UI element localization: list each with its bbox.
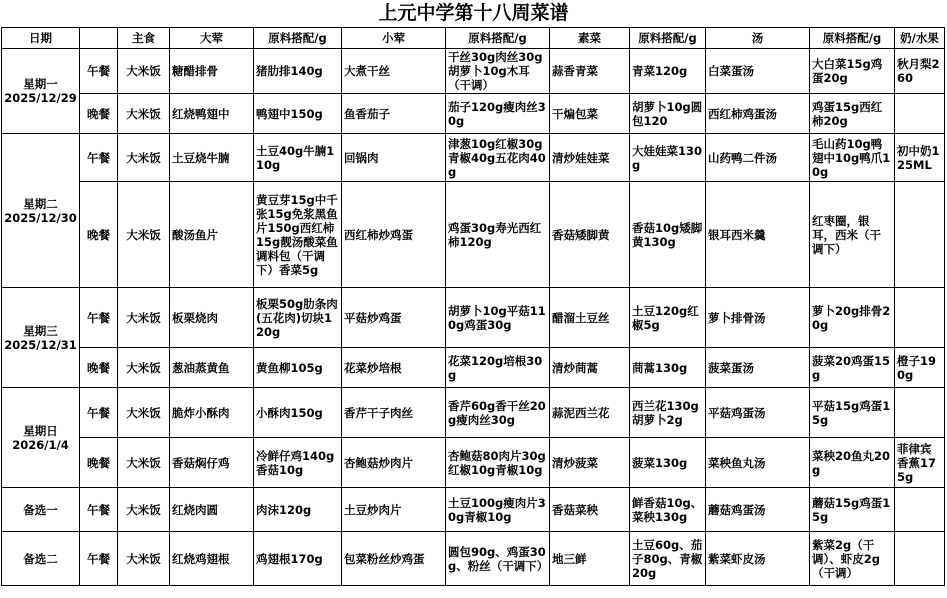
big-meat-ingredients-cell: 鸭翅中150g [254, 94, 342, 134]
soup-cell: 银耳西米羹 [706, 182, 810, 288]
day-cell [2, 49, 80, 134]
small-meat-cell: 包菜粉丝炒鸡蛋 [342, 532, 446, 586]
day-date: 2025/12/29 [4, 91, 77, 105]
soup-ingredients-cell: 红枣圈，银耳，西米（干调下） [810, 182, 895, 288]
soup-ingredients-cell: 平菇15g鸡蛋15g [810, 388, 895, 438]
small-meat-cell: 西红柿炒鸡蛋 [342, 182, 446, 288]
vegetable-ingredients-cell: 茼蒿130g [630, 348, 706, 388]
meal-cell: 晚餐 [80, 438, 118, 488]
small-meat-ingredients-cell: 杏鲍菇80肉片30g红椒10g青椒10g [446, 438, 550, 488]
staple-cell: 大米饭 [118, 438, 170, 488]
big-meat-ingredients-cell: 鸡翅根170g [254, 532, 342, 586]
big-meat-ingredients-cell: 肉沫120g [254, 488, 342, 532]
meal-cell: 午餐 [80, 134, 118, 182]
soup-ingredients-cell: 毛山药10g鸭翅中10g鸭爪10g [810, 134, 895, 182]
header-soup-ingredients: 原料搭配/g [810, 28, 895, 49]
meal-cell: 午餐 [80, 388, 118, 438]
staple-cell: 大米饭 [118, 388, 170, 438]
soup-cell: 紫菜虾皮汤 [706, 532, 810, 586]
small-meat-ingredients-cell: 花菜120g培根30g [446, 348, 550, 388]
vegetable-ingredients-cell: 西兰花130g胡萝卜2g [630, 388, 706, 438]
header-meal [80, 28, 118, 49]
header-row [2, 28, 945, 49]
small-meat-cell: 杏鲍菇炒肉片 [342, 438, 446, 488]
big-meat-ingredients-cell: 黄鱼柳105g [254, 348, 342, 388]
staple-cell: 大米饭 [118, 288, 170, 348]
staple-cell: 大米饭 [118, 134, 170, 182]
vegetable-ingredients-cell: 大娃娃菜130g [630, 134, 706, 182]
big-meat-ingredients-cell: 冷鲜仔鸡140g香菇10g [254, 438, 342, 488]
day-cell [2, 388, 80, 488]
vegetable-ingredients-cell: 菠菜130g [630, 438, 706, 488]
big-meat-cell: 酸汤鱼片 [170, 182, 254, 288]
vegetable-cell: 香菇菜秧 [550, 488, 630, 532]
vegetable-ingredients-cell: 胡萝卜10g圆包120 [630, 94, 706, 134]
table-row [2, 49, 945, 94]
big-meat-cell: 红烧肉圆 [170, 488, 254, 532]
milk-fruit-cell [895, 388, 945, 438]
table-row [2, 532, 945, 586]
milk-fruit-cell: 秋月梨260 [895, 49, 945, 94]
day-date: 2026/1/4 [12, 437, 69, 452]
soup-cell: 菠菜蛋汤 [706, 348, 810, 388]
header-vegetable-ingredients: 原料搭配/g [630, 28, 706, 49]
day-cell [2, 288, 80, 388]
big-meat-cell: 糖醋排骨 [170, 49, 254, 94]
header-soup: 汤 [706, 28, 810, 49]
big-meat-cell: 葱油蒸黄鱼 [170, 348, 254, 388]
header-small-meat: 小荤 [342, 28, 446, 49]
big-meat-ingredients-cell: 板栗50g肋条肉(五花肉)切块120g [254, 288, 342, 348]
soup-ingredients-cell: 大白菜15g鸡蛋20g [810, 49, 895, 94]
vegetable-cell: 醋溜土豆丝 [550, 288, 630, 348]
header-date: 日期 [2, 28, 80, 49]
vegetable-cell: 清炒娃娃菜 [550, 134, 630, 182]
small-meat-ingredients-cell: 鸡蛋30g寿光西红柿120g [446, 182, 550, 288]
soup-cell: 平菇鸡蛋汤 [706, 388, 810, 438]
small-meat-ingredients-cell: 土豆100g瘦肉片30g青椒10g [446, 488, 550, 532]
vegetable-cell: 清炒茼蒿 [550, 348, 630, 388]
big-meat-ingredients-cell: 黄豆芽15g中千张15g免浆黑鱼片150g西红柿15g靓汤酸菜鱼调料包（干调下）香菜5g [254, 182, 342, 288]
big-meat-ingredients-cell: 土豆40g牛腩110g [254, 134, 342, 182]
small-meat-cell: 回锅肉 [342, 134, 446, 182]
day-label: 星期三 [23, 323, 58, 338]
meal-cell: 午餐 [80, 288, 118, 348]
meal-cell: 午餐 [80, 532, 118, 586]
day-date: 2025/12/30 [4, 210, 77, 225]
soup-ingredients-cell: 萝卜20g排骨20g [810, 288, 895, 348]
big-meat-ingredients-cell: 小酥肉150g [254, 388, 342, 438]
day-label: 星期二 [23, 196, 58, 211]
staple-cell: 大米饭 [118, 532, 170, 586]
soup-ingredients-cell: 菠菜20鸡蛋15g [810, 348, 895, 388]
vegetable-ingredients-cell: 土豆60g、茄子80g、青椒20g [630, 532, 706, 586]
vegetable-ingredients-cell: 青菜120g [630, 49, 706, 94]
soup-ingredients-cell: 鸡蛋15g西红柿20g [810, 94, 895, 134]
table-row [2, 134, 945, 182]
vegetable-cell: 蒜泥西兰花 [550, 388, 630, 438]
small-meat-ingredients-cell: 津葱10g红椒30g青椒40g五花肉40g [446, 134, 550, 182]
big-meat-cell: 香菇焖仔鸡 [170, 438, 254, 488]
soup-cell: 菜秧鱼丸汤 [706, 438, 810, 488]
big-meat-ingredients-cell: 猪肋排140g [254, 49, 342, 94]
staple-cell: 大米饭 [118, 182, 170, 288]
table-row [2, 388, 945, 438]
table-row [2, 288, 945, 348]
soup-cell: 白菜蛋汤 [706, 49, 810, 94]
milk-fruit-cell: 初中奶125ML [895, 134, 945, 182]
vegetable-ingredients-cell: 香菇10g矮脚黄130g [630, 182, 706, 288]
table-row [2, 348, 945, 388]
big-meat-cell: 土豆烧牛腩 [170, 134, 254, 182]
vegetable-cell: 清炒菠菜 [550, 438, 630, 488]
header-small-meat-ingredients: 原料搭配/g [446, 28, 550, 49]
meal-cell: 晚餐 [80, 94, 118, 134]
milk-fruit-cell: 橙子190g [895, 348, 945, 388]
menu-table [1, 27, 945, 586]
header-milk-fruit: 奶/水果 [895, 28, 945, 49]
vegetable-cell: 地三鲜 [550, 532, 630, 586]
day-cell [2, 488, 80, 532]
day-date: 2025/12/31 [4, 337, 77, 352]
header-staple: 主食 [118, 28, 170, 49]
small-meat-cell: 花菜炒培根 [342, 348, 446, 388]
staple-cell: 大米饭 [118, 348, 170, 388]
milk-fruit-cell [895, 488, 945, 532]
soup-cell: 萝卜排骨汤 [706, 288, 810, 348]
milk-fruit-cell [895, 182, 945, 288]
vegetable-cell: 干煸包菜 [550, 94, 630, 134]
milk-fruit-cell [895, 532, 945, 586]
small-meat-cell: 大煮干丝 [342, 49, 446, 94]
staple-cell: 大米饭 [118, 49, 170, 94]
day-label: 备选二 [23, 551, 58, 566]
vegetable-cell: 香菇矮脚黄 [550, 182, 630, 288]
header-big-meat: 大荤 [170, 28, 254, 49]
milk-fruit-cell: 菲律宾香蕉175g [895, 438, 945, 488]
soup-ingredients-cell: 菜秧20鱼丸20g [810, 438, 895, 488]
table-row [2, 488, 945, 532]
day-cell [2, 532, 80, 586]
big-meat-cell: 板栗烧肉 [170, 288, 254, 348]
big-meat-cell: 红烧鸭翅中 [170, 94, 254, 134]
vegetable-ingredients-cell: 鲜香菇10g、菜秧130g [630, 488, 706, 532]
soup-ingredients-cell: 蘑菇15g鸡蛋15g [810, 488, 895, 532]
vegetable-cell: 蒜香青菜 [550, 49, 630, 94]
small-meat-cell: 香芹干子肉丝 [342, 388, 446, 438]
header-big-meat-ingredients: 原料搭配/g [254, 28, 342, 49]
small-meat-ingredients-cell: 圆包90g、鸡蛋30g、粉丝（干调下） [446, 532, 550, 586]
vegetable-ingredients-cell: 土豆120g红椒5g [630, 288, 706, 348]
table-row [2, 182, 945, 288]
page-title: 上元中学第十八周菜谱 [378, 2, 569, 24]
table-row [2, 94, 945, 134]
soup-cell: 西红柿鸡蛋汤 [706, 94, 810, 134]
soup-cell: 蘑菇鸡蛋汤 [706, 488, 810, 532]
meal-cell: 午餐 [80, 488, 118, 532]
day-label: 星期一 [23, 77, 58, 91]
staple-cell: 大米饭 [118, 488, 170, 532]
big-meat-cell: 脆炸小酥肉 [170, 388, 254, 438]
big-meat-cell: 红烧鸡翅根 [170, 532, 254, 586]
soup-cell: 山药鸭二件汤 [706, 134, 810, 182]
small-meat-ingredients-cell: 胡萝卜10g平菇110g鸡蛋30g [446, 288, 550, 348]
day-cell [2, 134, 80, 288]
table-row [2, 438, 945, 488]
small-meat-cell: 平菇炒鸡蛋 [342, 288, 446, 348]
day-label: 备选一 [23, 502, 58, 517]
day-label: 星期日 [23, 423, 58, 438]
meal-cell: 晚餐 [80, 348, 118, 388]
small-meat-cell: 鱼香茄子 [342, 94, 446, 134]
header-vegetable: 素菜 [550, 28, 630, 49]
small-meat-cell: 土豆炒肉片 [342, 488, 446, 532]
milk-fruit-cell [895, 94, 945, 134]
meal-cell: 午餐 [80, 49, 118, 94]
milk-fruit-cell [895, 288, 945, 348]
small-meat-ingredients-cell: 茄子120g瘦肉丝30g [446, 94, 550, 134]
soup-ingredients-cell: 紫菜2g（干调）、虾皮2g（干调） [810, 532, 895, 586]
staple-cell: 大米饭 [118, 94, 170, 134]
small-meat-ingredients-cell: 干丝30g肉丝30g胡萝卜10g木耳（干调） [446, 49, 550, 94]
small-meat-ingredients-cell: 香芹60g香干丝20g瘦肉丝30g [446, 388, 550, 438]
meal-cell: 晚餐 [80, 182, 118, 288]
